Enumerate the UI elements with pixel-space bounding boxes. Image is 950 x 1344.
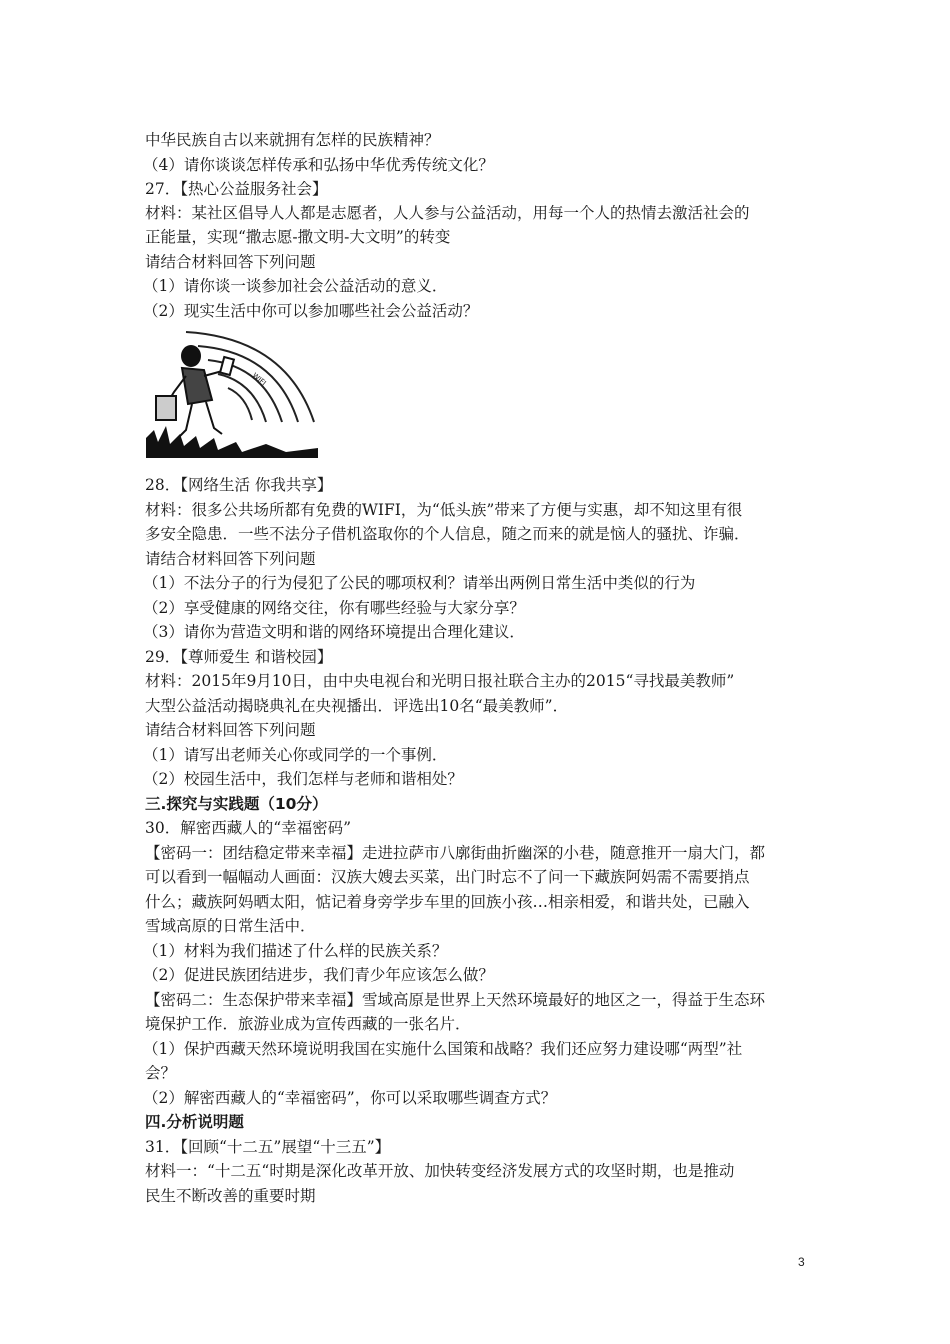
question-heading: 27．【热心公益服务社会】 — [145, 180, 328, 198]
text-line: （2）校园生活中，我们怎样与老师和谐相处？ — [143, 770, 463, 788]
wifi-label: WIFI — [250, 371, 268, 388]
text-line: （1）保护西藏天然环境说明我国在实施什么国策和战略？我们还应努力建设哪“两型”社 — [143, 1040, 743, 1058]
question-heading: 31．【回顾“十二五”展望“十三五”】 — [145, 1138, 391, 1156]
text-line: （3）请你为营造文明和谐的网络环境提出合理化建议． — [143, 623, 525, 641]
text-line: 材料一：“十二五“时期是深化改革开放、加快转变经济发展方式的攻坚时期，也是推动 — [145, 1162, 735, 1180]
wifi-illustration — [146, 330, 318, 458]
text-line: （2）现实生活中你可以参加哪些社会公益活动？ — [143, 302, 479, 320]
text-line: 什么；藏族阿妈晒太阳，惦记着身旁学步车里的回族小孩…相亲相爱，和谐共处，已融入 — [145, 893, 750, 911]
text-line: 雪域高原的日常生活中． — [145, 917, 316, 935]
text-line: 【密码二：生态保护带来幸福】雪域高原是世界上天然环境最好的地区之一，得益于生态环 — [145, 991, 766, 1009]
text-line: 材料：某社区倡导人人都是志愿者，人人参与公益活动，用每一个人的热情去激活社会的 — [145, 204, 750, 222]
text-line: （4）请你谈谈怎样传承和弘扬中华优秀传统文化？ — [143, 156, 494, 174]
text-line: 可以看到一幅幅动人画面：汉族大嫂去买菜，出门时忘不了问一下藏族阿妈需不需要捎点 — [145, 868, 750, 886]
text-line: 材料：2015年9月10日，由中央电视台和光明日报社联合主办的2015“寻找最美教师” — [145, 672, 735, 690]
text-line: （1）材料为我们描述了什么样的民族关系？ — [143, 942, 448, 960]
text-line: 材料：很多公共场所都有免费的WIFI，为“低头族”带来了方便与实惠，却不知这里有很 — [145, 501, 743, 519]
question-heading: 30．解密西藏人的“幸福密码” — [145, 819, 352, 837]
text-line: （2）促进民族团结进步，我们青少年应该怎么做？ — [143, 966, 494, 984]
text-line: 大型公益活动揭晓典礼在央视播出．评选出10名“最美教师”． — [145, 697, 569, 715]
text-line: 境保护工作．旅游业成为宣传西藏的一张名片． — [145, 1015, 471, 1033]
text-line: （2）解密西藏人的“幸福密码”，你可以采取哪些调查方式？ — [143, 1089, 557, 1107]
question-heading: 29．【尊师爱生 和谐校园】 — [145, 648, 333, 666]
section-heading: 三.探究与实践题（10分） — [145, 795, 328, 813]
text-line: 【密码一：团结稳定带来幸福】走进拉萨市八廓街曲折幽深的小巷，随意推开一扇大门，都 — [145, 844, 766, 862]
text-line: 正能量，实现“撒志愿-撒文明-大文明”的转变 — [145, 228, 451, 246]
text-line: 请结合材料回答下列问题 — [145, 721, 316, 739]
section-heading: 四.分析说明题 — [145, 1113, 244, 1131]
text-line: （2）享受健康的网络交往，你有哪些经验与大家分享？ — [143, 599, 525, 617]
question-heading: 28．【网络生活 你我共享】 — [145, 476, 333, 494]
page-number: 3 — [798, 1255, 805, 1269]
text-line: 多安全隐患．一些不法分子借机盗取你的个人信息，随之而来的就是恼人的骚扰、诈骗． — [145, 525, 750, 543]
text-line: 会？ — [145, 1064, 177, 1082]
text-line: 请结合材料回答下列问题 — [145, 550, 316, 568]
text-line: 请结合材料回答下列问题 — [145, 253, 316, 271]
text-line: （1）不法分子的行为侵犯了公民的哪项权利？请举出两例日常生活中类似的行为 — [143, 574, 696, 592]
text-line: 民生不断改善的重要时期 — [145, 1187, 316, 1205]
text-line: 中华民族自古以来就拥有怎样的民族精神？ — [145, 131, 440, 149]
text-line: （1）请写出老师关心你或同学的一个事例． — [143, 746, 448, 764]
text-line: （1）请你谈一谈参加社会公益活动的意义． — [143, 277, 448, 295]
